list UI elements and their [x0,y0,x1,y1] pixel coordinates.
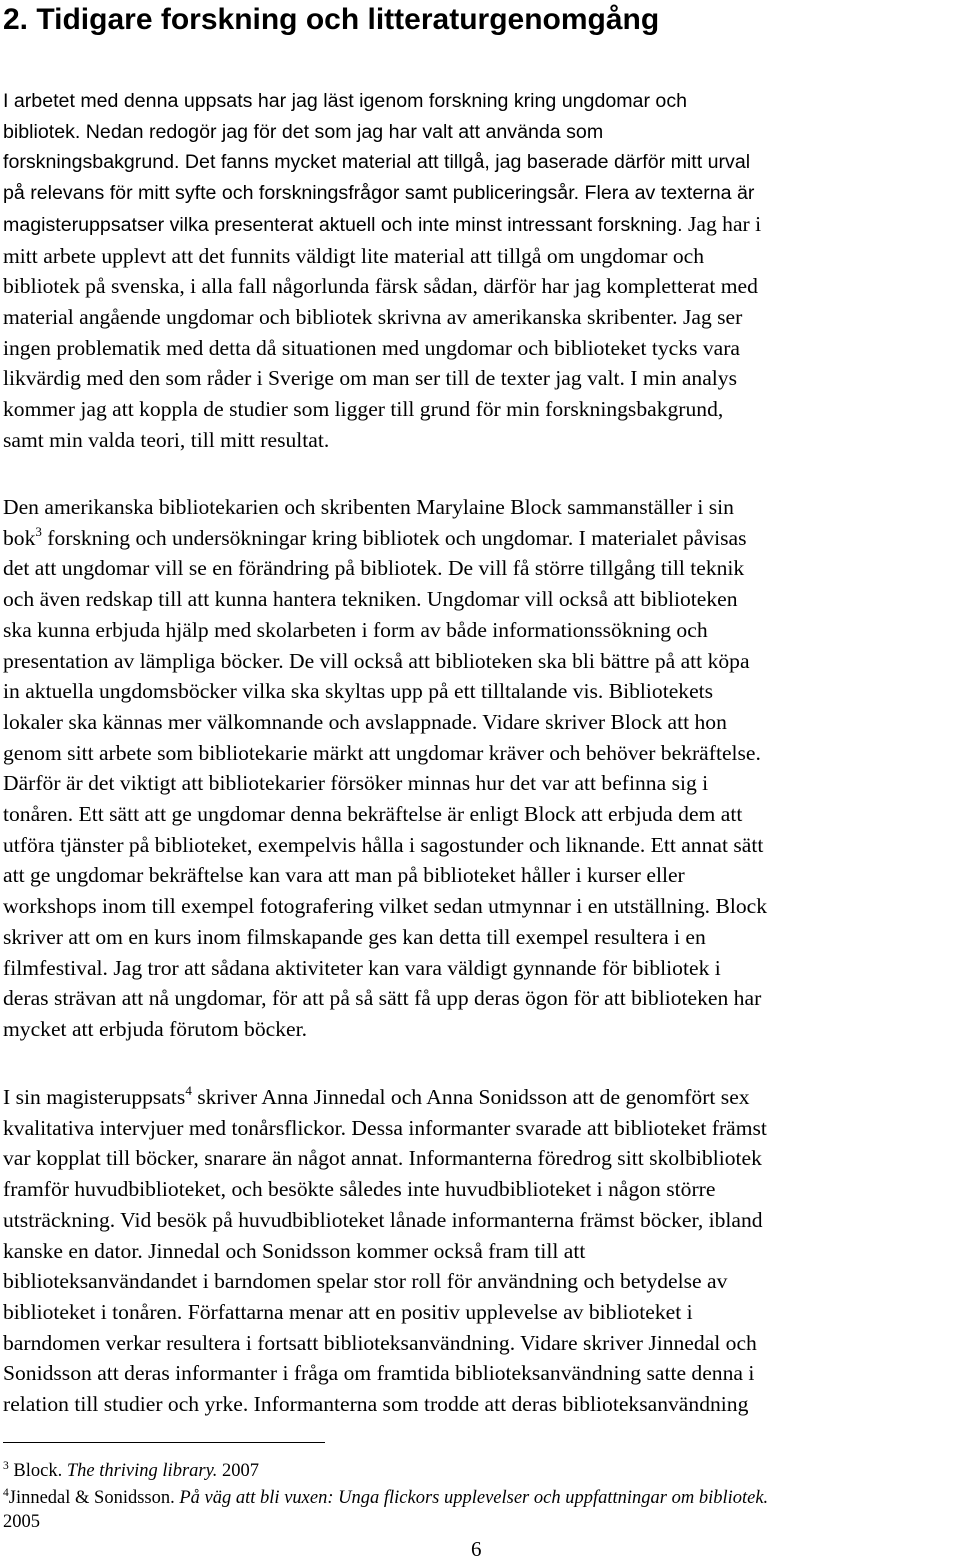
paragraph-line [3,209,761,241]
paragraph-line: deras strävan att nå ungdomar, för att på så sätt få upp deras ögon för att biblioteken har [3,986,762,1011]
paragraph-line: Därför är det viktigt att bibliotekarier försöker minnas hur det var att befinna sig i [3,771,709,796]
paragraph-line: kanske en dator. Jinnedal och Sonidsson kommer också fram till att [3,1238,586,1263]
paragraph-block [3,1082,767,1420]
paragraph-block [3,492,767,1045]
paragraph-line: utföra tjänster på biblioteket, exempelvis hålla i sagostunder och liknande. Ett annat sätt [3,832,764,857]
paragraph-line: och även redskap till att kunna hantera tekniken. Ungdomar vill också att biblioteken [3,587,738,612]
footnote-mark: 4 [3,1487,9,1499]
footnote-title: The thriving library. [66,1461,218,1481]
paragraph-line: biblioteket i tonåren. Författarna menar att en positiv upplevelse av biblioteket i [3,1299,693,1324]
paragraph-line: lokaler ska kännas mer välkomnande och avslappnade. Vidare skriver Block att hon [3,709,727,734]
section-heading: 2. Tidigare forskning och litteraturgenomgång [3,3,660,36]
paragraph-line: tonåren. Ett sätt att ge ungdomar denna bekräftelse är enligt Block att erbjuda dem att [3,802,743,827]
footnote-3 [3,1460,259,1482]
paragraph-line: filmfestival. Jag tror att sådana aktiviteter kan vara väldigt gynnande för bibliotek i [3,955,721,980]
paragraph-line: var kopplat till böcker, snarare än något annat. Informanterna föredrog sitt skolbibliotek [3,1146,762,1171]
footnote-reference[interactable]: 4 [185,1083,192,1098]
paragraph-line: presentation av lämpliga böcker. De vill också att biblioteken ska bli bättre på att köpa [3,648,750,673]
paragraph-line: kommer jag att koppla de studier som ligger till grund för min forskningsbakgrund, [3,397,724,422]
footnote-separator [3,1442,325,1443]
paragraph-line: mitt arbete upplevt att det funnits väldigt lite material att tillgå om ungdomar och [3,243,705,268]
line-segment: bok [3,525,36,550]
footnote-title: På väg att bli vuxen: Unga flickors upplevelser och uppfattningar om bibliotek. [179,1488,769,1508]
footnote-year: 2007 [217,1461,260,1481]
paragraph-line: Sonidsson att deras informanter i fråga om framtida biblioteksanvändning satte denna i [3,1361,755,1386]
page-number: 6 [471,1537,482,1561]
paragraph-line: ska kunna erbjuda hjälp med skolarbeten i form av både informationssökning och [3,617,708,642]
paragraph-line: genom sitt arbete som bibliotekarie märkt att ungdomar kräver och behöver bekräftelse. [3,740,761,765]
paragraph-line: forskningsbakgrund. Det fanns mycket material att tillgå, jag baserade därför mitt urval [3,151,751,174]
line-segment: skriver Anna Jinnedal och Anna Sonidsson att de genomfört sex [191,1085,750,1109]
line-segment: I sin magisteruppsats [3,1085,186,1109]
paragraph-line: det att ungdomar vill se en förändring på bibliotek. De vill få större tillgång till teknik [3,556,745,581]
paragraph-line: workshops inom till exempel fotografering vilket sedan utmynnar i en utställning. Block [3,894,768,919]
paragraph-line: material angående ungdomar och bibliotek skrivna av amerikanska skribenter. Jag ser [3,304,743,329]
line-segment: magisteruppsatser vilka presenterat aktuell och inte minst intressant forskning. [3,213,683,236]
footnote-4 [3,1487,768,1509]
paragraph-line [3,1082,767,1113]
paragraph-line: skriver att om en kurs inom filmskapande ges kan detta till exempel resultera i en [3,924,706,949]
footnote-4-year: 2005 [3,1512,40,1532]
paragraph-intro [3,86,761,455]
line-segment: forskning och undersökningar kring bibliotek och ungdomar. I materialet påvisas [41,525,747,550]
paragraph-line: framför huvudbiblioteket, och besökte således inte huvudbiblioteket i någon större [3,1177,716,1202]
paragraph-line: kvalitativa intervjuer med tonårsflickor. Dessa informanter svarade att biblioteket främst [3,1115,767,1140]
footnote-text: Block. [8,1461,67,1481]
paragraph-line: relation till studier och yrke. Informanterna som trodde att deras biblioteksanvändning [3,1392,749,1417]
paragraph-line [3,523,767,554]
paragraph-line: ingen problematik med detta då situationen med ungdomar och biblioteket tycks vara [3,335,740,360]
footnote-mark: 3 [3,1460,9,1472]
paragraph-line: mycket att erbjuda förutom böcker. [3,1016,308,1041]
footnote-text: Jinnedal & Sonidsson. [8,1488,180,1508]
paragraph-line: in aktuella ungdomsböcker vilka ska skyltas upp på ett tilltalande vis. Bibliotekets [3,679,714,704]
paragraph-line: biblioteksanvändandet i barndomen spelar stor roll för användning och betydelse av [3,1269,728,1294]
paragraph-line: bibliotek. Nedan redogör jag för det som jag har valt att använda som [3,120,604,143]
paragraph-line: I arbetet med denna uppsats har jag läst igenom forskning kring ungdomar och [3,90,688,112]
paragraph-line: samt min valda teori, till mitt resultat. [3,427,330,452]
paragraph-line: Den amerikanska bibliotekarien och skribenten Marylaine Block sammanställer i sin [3,495,734,519]
paragraph-line: utsträckning. Vid besök på huvudbiblioteket lånade informanterna främst böcker, ibland [3,1207,763,1232]
footnote-reference[interactable]: 3 [35,523,42,539]
paragraph-line: likvärdig med den som råder i Sverige om man ser till de texter jag valt. I min analys [3,366,737,391]
paragraph-line: att ge ungdomar bekräftelse kan vara att man på biblioteket håller i kurser eller [3,863,685,888]
paragraph-line: på relevans för mitt syfte och forskningsfrågor samt publiceringsår. Flera av texterna är [3,182,755,205]
paragraph-line: bibliotek på svenska, i alla fall någorlunda färsk sådan, därför har jag kompletterat med [3,274,758,299]
paragraph-line: barndomen verkar resultera i fortsatt biblioteksanvändning. Vidare skriver Jinnedal och [3,1330,757,1355]
line-segment: Jag har i [682,211,762,236]
